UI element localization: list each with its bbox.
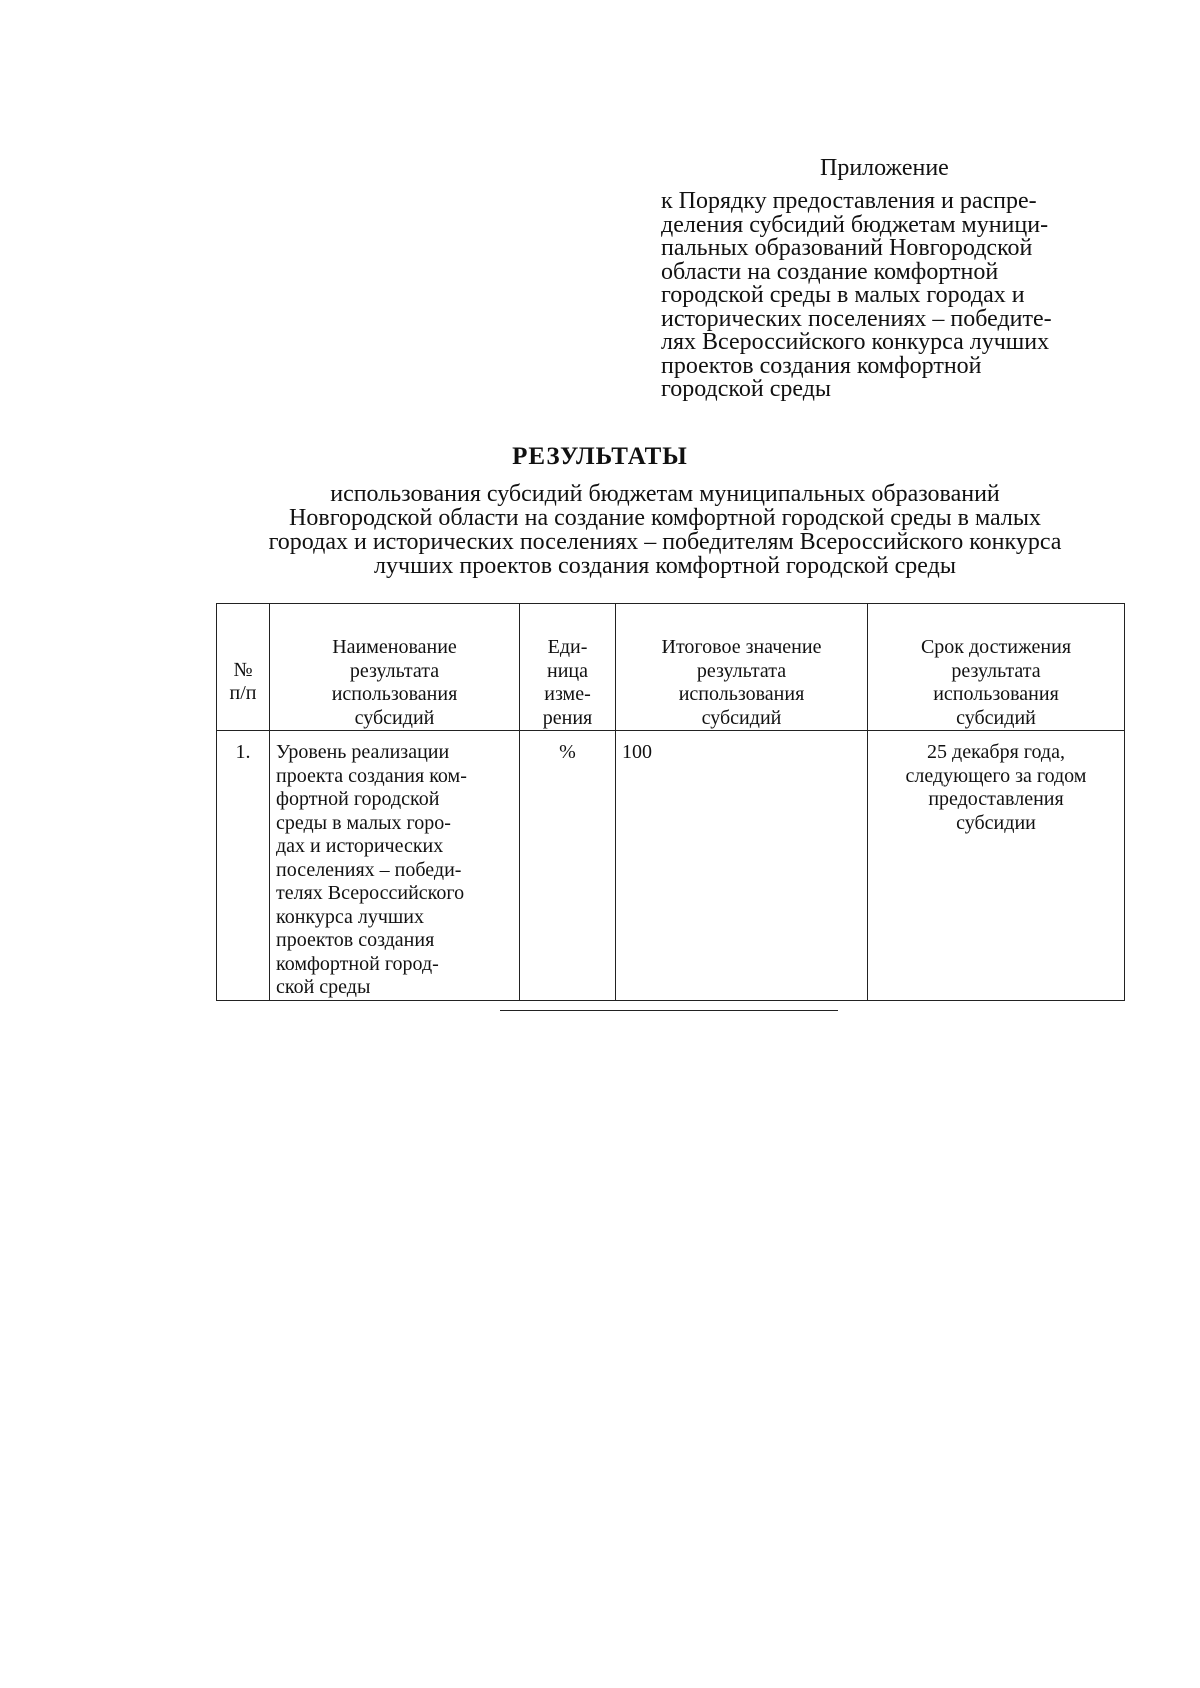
appendix-title: Приложение <box>820 155 949 181</box>
subtitle-line: лучших проектов создания комфортной городской среды <box>374 553 956 579</box>
cell-line: Уровень реализации <box>276 741 450 763</box>
header-num <box>217 604 270 731</box>
header-line: Итоговое значение <box>661 636 822 658</box>
row-final-value: 100 <box>616 731 868 1001</box>
cell-line: дах и исторических <box>276 835 444 857</box>
cell-line: субсидии <box>956 811 1036 834</box>
appendix-line: к Порядку предоставления и распре- <box>661 188 1037 214</box>
header-name <box>270 604 520 731</box>
document-subtitle <box>200 482 1130 578</box>
header-line: № <box>233 658 253 681</box>
header-deadline <box>868 604 1125 731</box>
row-num: 1. <box>217 731 270 1001</box>
appendix-line: городской среды <box>661 376 832 402</box>
cell-line: предоставления <box>928 788 1064 810</box>
header-line: использования <box>933 683 1059 705</box>
cell-line: конкурса лучших <box>276 905 424 928</box>
header-line: результата <box>349 659 440 682</box>
row-result-name <box>270 731 520 1001</box>
cell-line: проектов создания <box>276 929 435 951</box>
header-line: Срок достижения <box>920 636 1072 658</box>
header-line: субсидий <box>354 706 435 729</box>
cell-line: следующего за годом <box>905 764 1087 787</box>
cell-line: фортной городской <box>276 788 440 810</box>
header-line: субсидий <box>956 706 1036 729</box>
cell-line: поселениях – победи- <box>276 858 462 881</box>
appendix-line: пальных образований Новгородской <box>661 235 1033 261</box>
cell-line: среды в малых горо- <box>276 811 451 834</box>
cell-line: комфортной город- <box>276 952 439 975</box>
document-heading: РЕЗУЛЬТАТЫ <box>512 443 688 470</box>
cell-line: телях Всероссийского <box>276 882 465 904</box>
cell-line: проекта создания ком- <box>276 764 467 787</box>
header-value <box>616 604 868 731</box>
closing-rule <box>500 1010 838 1011</box>
subtitle-line: использования субсидий бюджетам муниципальных образований <box>330 481 1000 507</box>
table-header-row <box>217 604 1125 731</box>
appendix-line: исторических поселениях – победите- <box>661 305 1052 332</box>
header-unit <box>520 604 616 731</box>
header-line: Наименование <box>332 636 457 658</box>
appendix-line: городской среды в малых городах и <box>661 282 1025 308</box>
appendix-line: деления субсидий бюджетам муници- <box>661 211 1049 238</box>
header-line: субсидий <box>701 706 782 729</box>
cell-line: 25 декабря года, <box>927 741 1065 763</box>
header-line: использования <box>331 683 458 705</box>
header-line: п/п <box>229 682 257 704</box>
appendix-line: области на создание комфортной <box>661 258 999 285</box>
appendix-text <box>661 190 1111 402</box>
results-table <box>216 603 1125 1001</box>
row-unit: % <box>520 731 616 1001</box>
header-line: использования <box>678 683 805 705</box>
header-line: результата <box>696 659 787 682</box>
cell-line: ской среды <box>276 976 371 998</box>
appendix-line: лях Всероссийского конкурса лучших <box>661 329 1050 355</box>
header-line: ница <box>547 659 588 682</box>
appendix-line: проектов создания комфортной <box>661 352 982 379</box>
table-row <box>217 731 1125 1001</box>
header-line: изме- <box>544 683 591 705</box>
header-line: рения <box>542 706 593 729</box>
header-line: результата <box>951 659 1041 682</box>
subtitle-line: Новгородской области на создание комфортной городской среды в малых <box>289 505 1041 531</box>
header-line: Еди- <box>547 636 588 658</box>
row-deadline <box>868 731 1125 1001</box>
subtitle-line: городах и исторических поселениях – победителям Всероссийского конкурса <box>268 529 1062 555</box>
